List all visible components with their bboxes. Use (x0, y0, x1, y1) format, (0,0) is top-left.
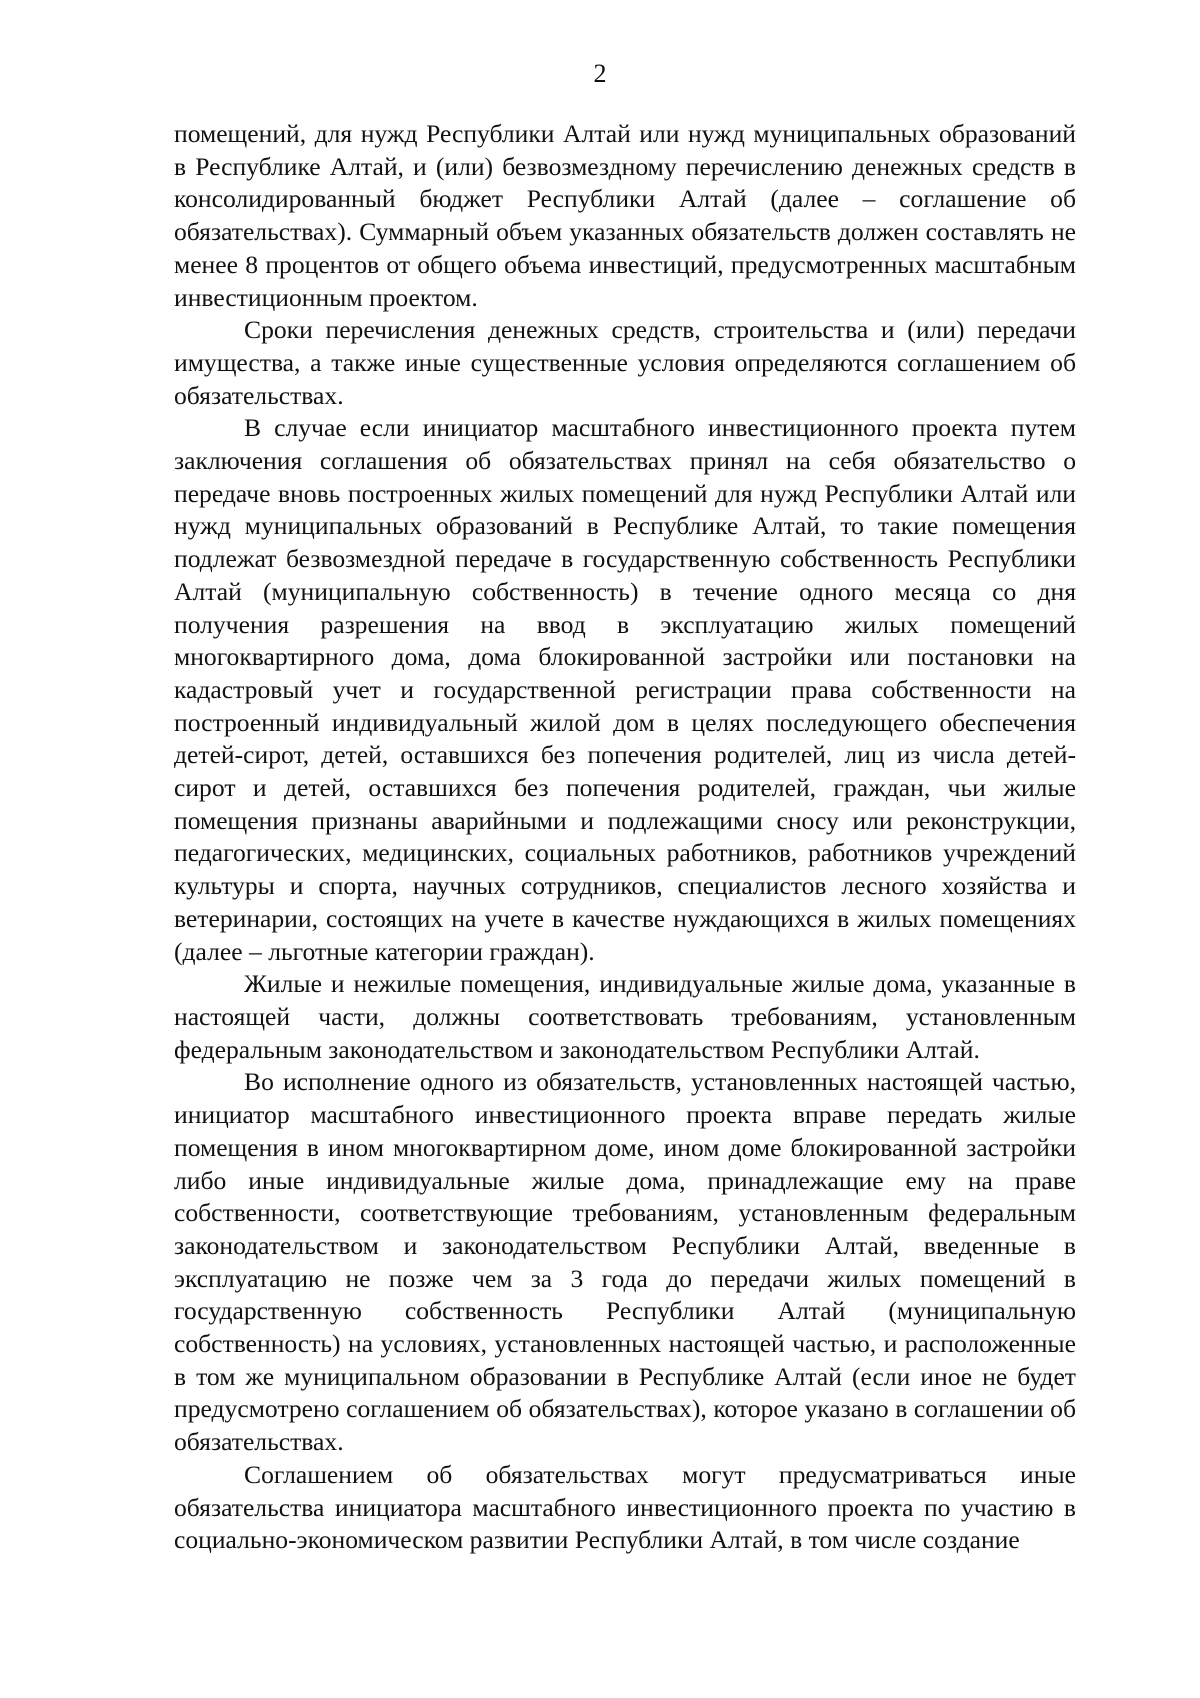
page-number: 2 (593, 59, 607, 88)
document-body (174, 118, 1076, 1557)
paragraph-other-obligations: Соглашением об обязательствах могут предусматриваться иные обязательства инициатора масштабного инвестиционного проекта по участию в социально-экономическом развитии Республики Алтай, в том числе создание (174, 1459, 1076, 1555)
paragraph-housing-transfer: В случае если инициатор масштабного инвестиционного проекта путем заключения соглашения об обязательствах принял на себя обязательство о передаче вновь построенных жилых помещений для нужд Республики Алтай или нужд муниципальных образований в Республике Алтай, то такие помещения подлежат безвозмездной передаче в государственную собственность Республики Алтай (муниципальную собственность) в течение одного месяца со дня получения разрешения на ввод в эксплуатацию жилых помещений многоквартирного дома, дома блокированной застройки или постановки на кадастровый учет и государственной регистрации права собственности на построенный индивидуальный жилой дом в целях последующего обеспечения детей-сирот, детей, оставшихся без попечения родителей, лиц из числа детей-сирот и детей, оставшихся без попечения родителей, граждан, чьи жилые помещения признаны аварийными и подлежащими сносу или реконструкции, педагогических, медицинских, социальных работников, работников учреждений культуры и спорта, научных сотрудников, специалистов лесного хозяйства и ветеринарии, состоящих на учете в качестве нуждающихся в жилых помещениях (далее – льготные категории граждан). (174, 413, 1076, 966)
paragraph-continuation: помещений, для нужд Республики Алтай или нужд муниципальных образований в Республике Алтай, и (или) безвозмездному перечислению денежных средств в консолидированный бюджет Республики Алтай (далее – соглашение об обязательствах). Суммарный объем указанных обязательств должен составлять не менее 8 процентов от общего объема инвестиций, предусмотренных масштабным инвестиционным проектом. (174, 119, 1076, 312)
paragraph-alternative-transfer: Во исполнение одного из обязательств, установленных настоящей частью, инициатор масштабного инвестиционного проекта вправе передать жилые помещения в ином многоквартирном доме, ином доме блокированной застройки либо иные индивидуальные жилые дома, принадлежащие ему на праве собственности, соответствующие требованиям, установленным федеральным законодательством и законодательством Республики Алтай, введенные в эксплуатацию не позже чем за 3 года до передачи жилых помещений в государственную собственность Республики Алтай (муниципальную собственность) на условиях, установленных настоящей частью, и расположенные в том же муниципальном образовании в Республике Алтай (если иное не будет предусмотрено соглашением об обязательствах), которое указано в соглашении об обязательствах. (174, 1067, 1076, 1457)
paragraph-terms: Сроки перечисления денежных средств, строительства и (или) передачи имущества, а также иные существенные условия определяются соглашением об обязательствах. (174, 315, 1076, 410)
paragraph-requirements: Жилые и нежилые помещения, индивидуальные жилые дома, указанные в настоящей части, должны соответствовать требованиям, установленным федеральным законодательством и законодательством Республики Алтай. (174, 969, 1076, 1064)
